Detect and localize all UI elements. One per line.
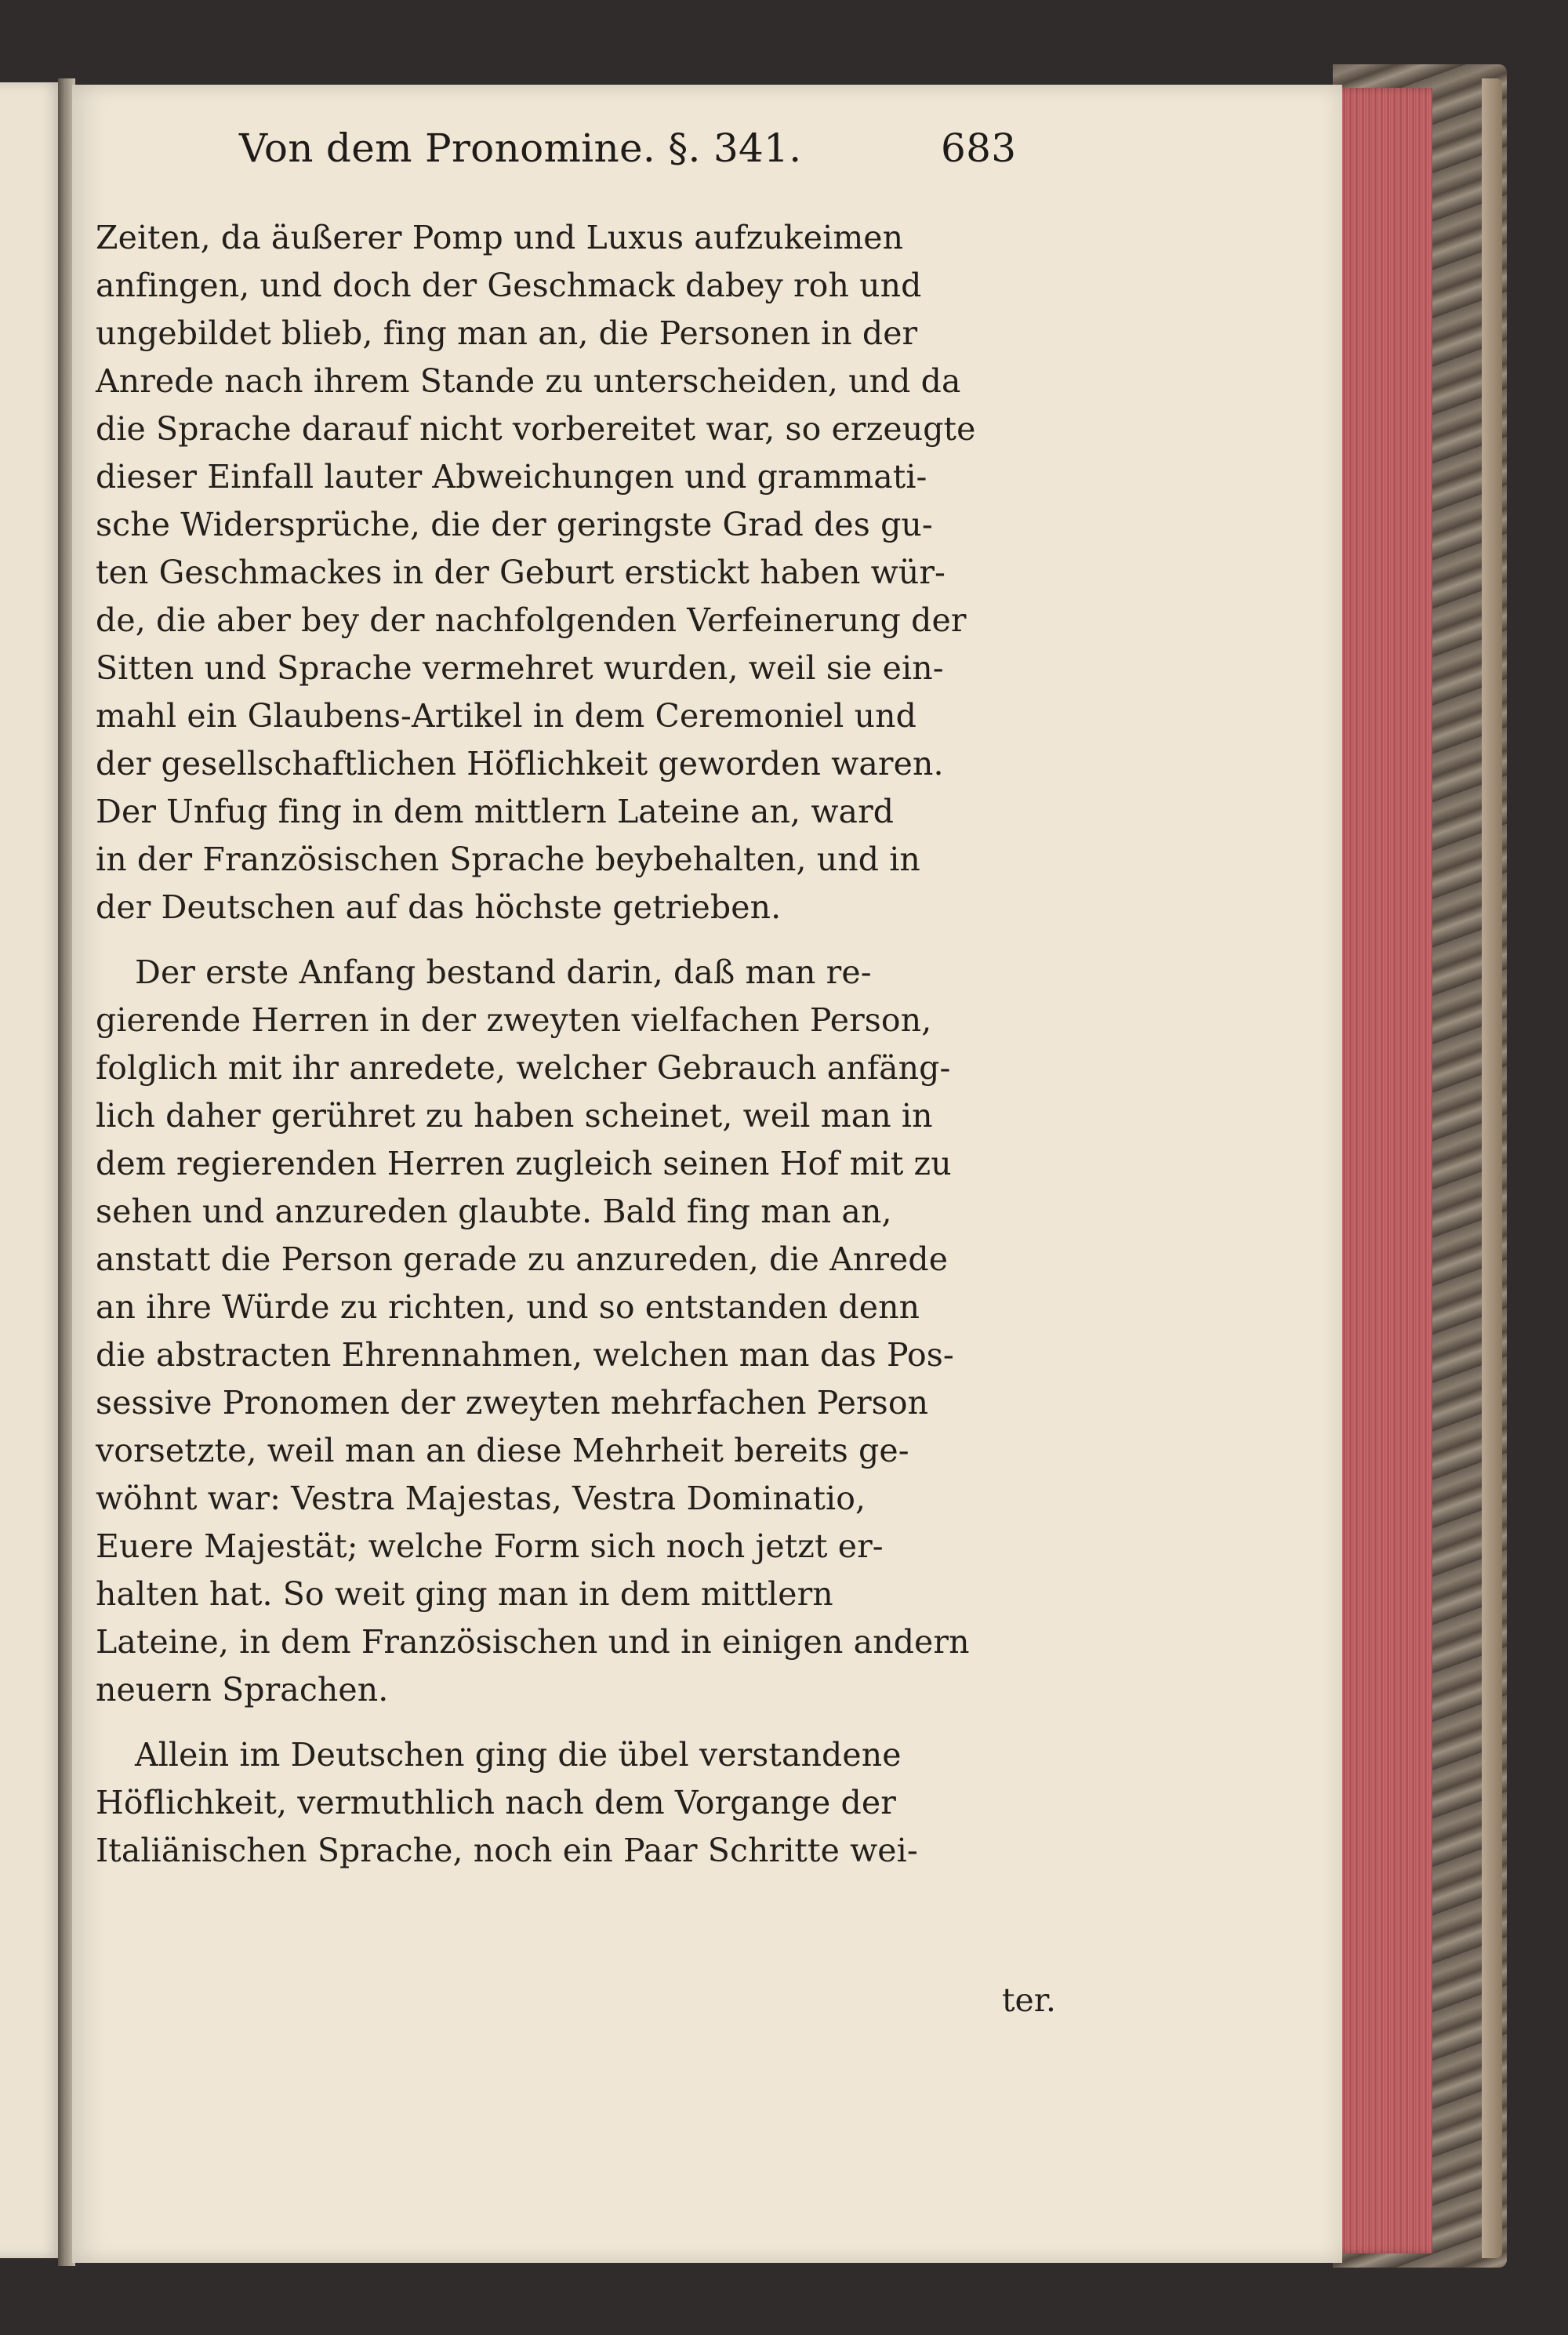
text-line: sche Widersprüche, die der geringste Grad des gu- xyxy=(96,506,933,543)
text-line: Sitten und Sprache vermehret wurden, weil sie ein- xyxy=(96,649,944,687)
page-header xyxy=(239,125,1023,188)
paragraph-2 xyxy=(96,949,1044,1714)
text-line: Zeiten, da äußerer Pomp und Luxus aufzukeimen xyxy=(96,219,904,256)
text-line: dieser Einfall lauter Abweichungen und grammati- xyxy=(96,458,927,496)
text-line: sessive Pronomen der zweyten mehrfachen Person xyxy=(96,1384,929,1422)
text-line: lich daher gerühret zu haben scheinet, weil man in xyxy=(96,1097,933,1135)
page-text xyxy=(96,214,1044,1875)
paragraph-1 xyxy=(96,214,1044,931)
catchword: ter. xyxy=(1002,1981,1056,2019)
text-line: an ihre Würde zu richten, und so entstanden denn xyxy=(96,1288,920,1326)
text-line: dem regierenden Herren zugleich seinen Hof mit zu xyxy=(96,1145,952,1182)
paragraph-gap xyxy=(96,1714,1044,1731)
text-line: Euere Majestät; welche Form sich noch jetzt er- xyxy=(96,1527,884,1565)
text-line: anfingen, und doch der Geschmack dabey roh und xyxy=(96,267,922,304)
text-line: Italiänischen Sprache, noch ein Paar Schritte wei- xyxy=(96,1832,918,1869)
paragraph-gap xyxy=(96,931,1044,949)
text-line: Lateine, in dem Französischen und in einigen andern xyxy=(96,1623,970,1661)
text-line: wöhnt war: Vestra Majestas, Vestra Dominatio, xyxy=(96,1480,866,1517)
text-line: Allein im Deutschen ging die übel verstandene xyxy=(135,1736,902,1774)
text-line: vorsetzte, weil man an diese Mehrheit bereits ge- xyxy=(96,1432,909,1469)
text-line: mahl ein Glaubens-Artikel in dem Ceremoniel und xyxy=(96,697,916,735)
text-line: Höflichkeit, vermuthlich nach dem Vorgange der xyxy=(96,1784,896,1821)
cover-edge xyxy=(1482,78,1502,2258)
text-line: halten hat. So weit ging man in dem mittlern xyxy=(96,1575,833,1613)
running-title: Von dem Pronomine. §. 341. xyxy=(239,125,802,171)
text-line: in der Französischen Sprache beybehalten, und in xyxy=(96,841,920,878)
text-line: neuern Sprachen. xyxy=(96,1671,389,1709)
text-line: folglich mit ihr anredete, welcher Gebrauch anfäng- xyxy=(96,1049,951,1087)
page-number: 683 xyxy=(941,125,1017,171)
text-line: Der erste Anfang bestand darin, daß man re- xyxy=(135,953,872,991)
text-line: de, die aber bey der nachfolgenden Verfeinerung der xyxy=(96,601,967,639)
text-line: ungebildet blieb, fing man an, die Personen in der xyxy=(96,314,918,352)
text-line: sehen und anzureden glaubte. Bald fing man an, xyxy=(96,1193,892,1230)
text-line: ten Geschmackes in der Geburt erstickt haben wür- xyxy=(96,554,946,591)
text-line: Der Unfug fing in dem mittlern Lateine an, ward xyxy=(96,793,895,830)
text-line: die abstracten Ehrennahmen, welchen man das Pos- xyxy=(96,1336,954,1374)
text-line: der gesellschaftlichen Höflichkeit geworden waren. xyxy=(96,745,944,783)
text-line: die Sprache darauf nicht vorbereitet war, so erzeugte xyxy=(96,410,976,448)
text-line: gierende Herren in der zweyten vielfachen Person, xyxy=(96,1001,932,1039)
text-line: der Deutschen auf das höchste getrieben. xyxy=(96,888,782,926)
paragraph-3 xyxy=(96,1731,1044,1875)
facing-page-edge xyxy=(0,82,64,2258)
text-line: anstatt die Person gerade zu anzureden, die Anrede xyxy=(96,1240,949,1278)
text-line: Anrede nach ihrem Stande zu unterscheiden, und da xyxy=(96,362,961,400)
